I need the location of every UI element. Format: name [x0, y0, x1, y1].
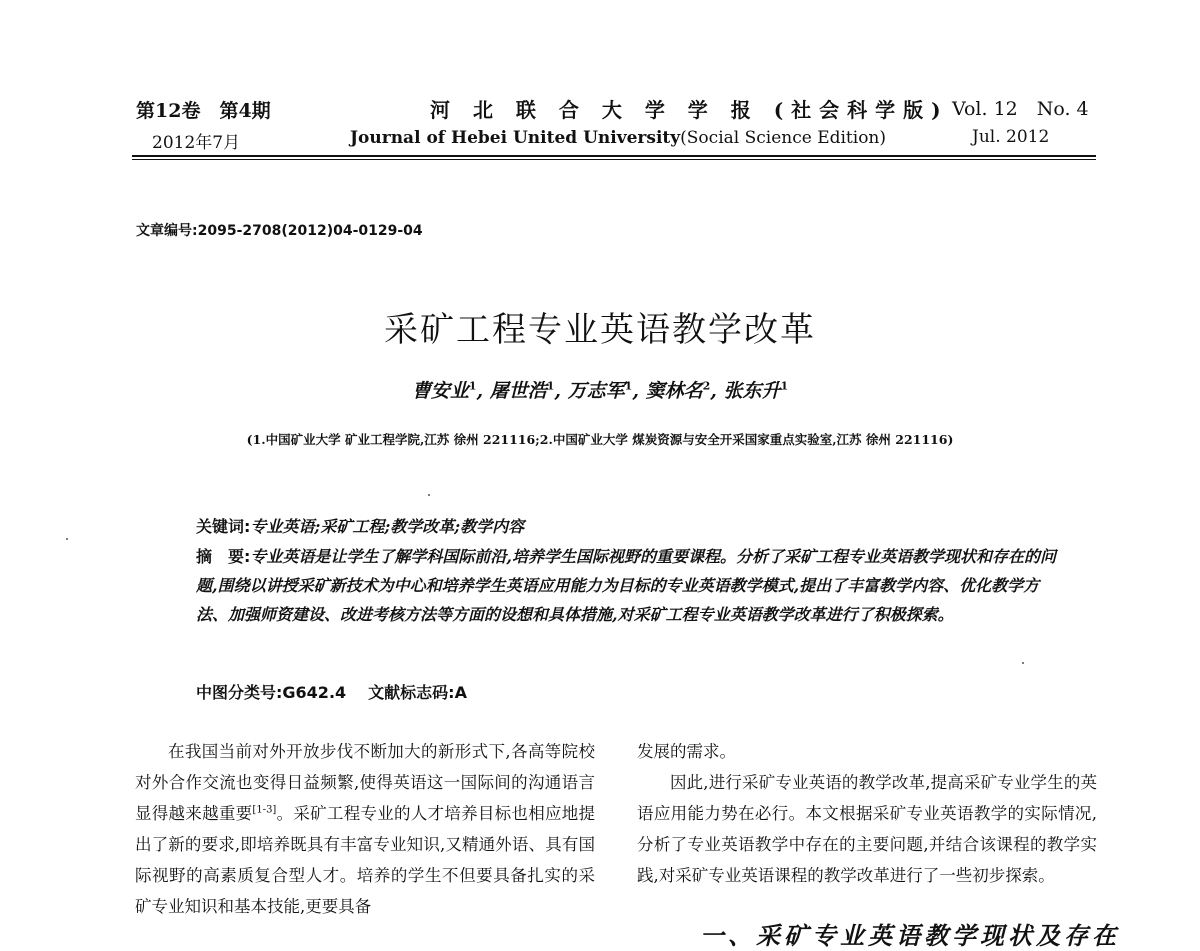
vol-no-en: Vol. 12 No. 4: [952, 98, 1089, 120]
abstract: [196, 542, 1056, 629]
abstract-text: 专业英语是让学生了解学科国际前沿,培养学生国际视野的重要课程。分析了采矿工程专业英语教学现状和存在的问题,围绕以讲授采矿新技术为中心和培养学生英语应用能力为目标的专业英语教学模式,提出了丰富教学内容、优化教学方法、加强师资建设、改进考核方法等方面的设想和具体措施,对采矿工程专业英语教学改革进行了积极探索。: [196, 547, 1056, 624]
journal-title-cn: 河 北 联 合 大 学 学 报 (社会科学版): [430, 98, 949, 122]
body-column-left: [135, 736, 595, 922]
keywords-label: 关键词:: [196, 517, 251, 536]
citation-ref: [1-3]: [252, 804, 277, 816]
author-name: 屠世浩: [489, 380, 547, 402]
journal-name-en: Journal of Hebei United University: [350, 128, 681, 148]
section-heading: 一、采矿专业英语教学现状及存在: [700, 921, 1120, 950]
journal-edition-en: (Social Science Edition): [680, 128, 887, 148]
author-affiliation-mark: 1: [468, 379, 477, 393]
header-rule-thin: [132, 159, 1096, 160]
doc-code-label: 文献标志码:: [368, 683, 455, 702]
date-cn: 2012年7月: [152, 133, 241, 153]
body-paragraph: 因此,进行采矿专业英语的教学改革,提高采矿专业学生的英语应用能力势在必行。本文根据采矿专业英语教学的实际情况,分析了专业英语教学中存在的主要问题,并结合该课程的教学实践,对采矿专业英语课程的教学改革进行了一些初步探索。: [637, 773, 1097, 885]
author-name: 张东升: [723, 380, 781, 402]
keywords-value: 专业英语;采矿工程;教学改革;教学内容: [250, 517, 525, 536]
author-affiliation-mark: 1: [780, 379, 789, 393]
body-paragraph: [135, 736, 595, 922]
affiliations: (1.中国矿业大学 矿业工程学院,江苏 徐州 221116;2.中国矿业大学 煤炭资源与安全开采国家重点实验室,江苏 徐州 221116): [246, 432, 954, 447]
classification-line: [196, 680, 467, 703]
doc-code: A: [454, 683, 467, 702]
date-en: Jul. 2012: [972, 127, 1050, 147]
scan-speck: [428, 494, 430, 496]
journal-title-en: [350, 128, 886, 148]
author-list: 曹安业$^1$, 屠世浩$^1$, 万志军$^1$, 窦林名$^2$, 张东升$^1$: [411, 379, 789, 402]
header-rule-thick: [132, 155, 1096, 157]
body-paragraph: 发展的需求。: [637, 742, 736, 761]
author-affiliation-mark: 1: [624, 379, 633, 393]
body-text: 在我国当前对外开放步伐不断加大的新形式下,各高等院校对外合作交流也变得日益频繁,使得英语这一国际间的沟通语言显得越来越重要: [135, 742, 595, 823]
author-name: 窦林名: [645, 380, 703, 402]
article-title: 采矿工程专业英语教学改革: [384, 310, 816, 350]
author-affiliation-mark: 2: [702, 379, 711, 393]
classification-code: G642.4: [282, 683, 347, 702]
keywords: [196, 514, 524, 537]
author-affiliation-mark: 1: [546, 379, 555, 393]
scan-speck: [66, 538, 68, 540]
author-name: 曹安业: [411, 380, 469, 402]
author-name: 万志军: [567, 380, 625, 402]
abstract-label: 摘 要:: [196, 547, 251, 566]
article-number: 文章编号:2095-2708(2012)04-0129-04: [136, 223, 423, 239]
volume-issue: 第12卷 第4期: [136, 100, 271, 122]
scan-speck: [1022, 662, 1024, 664]
body-text: 。采矿工程专业的人才培养目标也相应地提出了新的要求,即培养既具有丰富专业知识,又精通外语、具有国际视野的高素质复合型人才。培养的学生不但要具备扎实的采矿专业知识和基本技能,更要具备: [135, 804, 596, 916]
classification-label: 中图分类号:: [196, 683, 283, 702]
body-column-right: [637, 736, 1097, 891]
